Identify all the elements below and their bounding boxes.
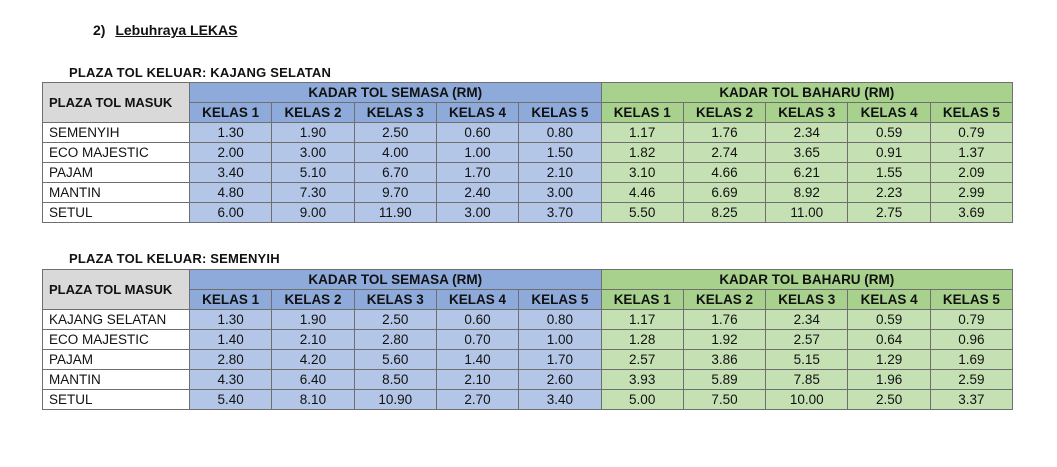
semasa-rate-cell: 6.40: [272, 370, 354, 390]
baharu-rate-cell: 2.34: [766, 123, 848, 143]
baharu-rate-cell: 6.21: [766, 163, 848, 183]
baharu-kelas-2-header: KELAS 2: [683, 103, 765, 123]
semasa-rate-cell: 4.80: [190, 183, 272, 203]
semasa-rate-cell: 2.50: [354, 123, 436, 143]
semasa-rate-cell: 8.50: [354, 370, 436, 390]
baharu-rate-cell: 6.69: [683, 183, 765, 203]
baharu-rate-cell: 1.76: [683, 310, 765, 330]
semasa-rate-cell: 3.70: [519, 203, 601, 223]
baharu-rate-cell: 2.50: [848, 390, 930, 410]
table-row: [43, 370, 1013, 390]
baharu-rate-cell: 2.99: [930, 183, 1012, 203]
baharu-rate-cell: 1.92: [683, 330, 765, 350]
semasa-kelas-3-header: KELAS 3: [354, 290, 436, 310]
section-heading: [93, 22, 237, 38]
table-title-semenyih: PLAZA TOL KELUAR: SEMENYIH: [69, 251, 280, 266]
baharu-rate-cell: 1.37: [930, 143, 1012, 163]
semasa-kelas-1-header: KELAS 1: [190, 290, 272, 310]
baharu-rate-cell: 1.76: [683, 123, 765, 143]
semasa-rate-cell: 4.00: [354, 143, 436, 163]
baharu-kelas-5-header: KELAS 5: [930, 290, 1012, 310]
baharu-rate-cell: 0.59: [848, 310, 930, 330]
baharu-rate-cell: 1.28: [601, 330, 683, 350]
semasa-rate-cell: 3.40: [190, 163, 272, 183]
semasa-rate-cell: 11.90: [354, 203, 436, 223]
baharu-rate-cell: 1.82: [601, 143, 683, 163]
semasa-rate-cell: 1.90: [272, 123, 354, 143]
baharu-rate-cell: 1.96: [848, 370, 930, 390]
baharu-rate-cell: 0.79: [930, 123, 1012, 143]
semasa-rate-cell: 4.30: [190, 370, 272, 390]
baharu-rate-cell: 0.91: [848, 143, 930, 163]
baharu-rate-cell: 0.79: [930, 310, 1012, 330]
baharu-kelas-5-header: KELAS 5: [930, 103, 1012, 123]
semasa-rate-cell: 0.60: [436, 310, 518, 330]
semasa-kelas-5-header: KELAS 5: [519, 290, 601, 310]
semasa-rate-cell: 5.40: [190, 390, 272, 410]
baharu-rate-cell: 1.69: [930, 350, 1012, 370]
baharu-rate-cell: 0.64: [848, 330, 930, 350]
semasa-rate-cell: 2.10: [272, 330, 354, 350]
semasa-rate-cell: 2.40: [436, 183, 518, 203]
plaza-name-cell: SEMENYIH: [43, 123, 190, 143]
semasa-rate-cell: 1.00: [436, 143, 518, 163]
semasa-rate-cell: 10.90: [354, 390, 436, 410]
baharu-rate-cell: 5.89: [683, 370, 765, 390]
semasa-rate-cell: 0.80: [519, 310, 601, 330]
plaza-name-cell: PAJAM: [43, 350, 190, 370]
semasa-rate-cell: 2.00: [190, 143, 272, 163]
semasa-rate-cell: 1.50: [519, 143, 601, 163]
kadar-baharu-header: KADAR TOL BAHARU (RM): [601, 83, 1013, 103]
semasa-rate-cell: 8.10: [272, 390, 354, 410]
baharu-rate-cell: 3.65: [766, 143, 848, 163]
baharu-kelas-1-header: KELAS 1: [601, 290, 683, 310]
semasa-kelas-1-header: KELAS 1: [190, 103, 272, 123]
kadar-baharu-header: KADAR TOL BAHARU (RM): [601, 270, 1013, 290]
toll-table-semenyih: [42, 269, 1013, 410]
semasa-rate-cell: 4.20: [272, 350, 354, 370]
kadar-semasa-header: KADAR TOL SEMASA (RM): [190, 83, 602, 103]
table-title-kajang-selatan: PLAZA TOL KELUAR: KAJANG SELATAN: [69, 65, 332, 80]
table-row: [43, 143, 1013, 163]
baharu-rate-cell: 2.57: [601, 350, 683, 370]
baharu-rate-cell: 3.10: [601, 163, 683, 183]
baharu-rate-cell: 3.37: [930, 390, 1012, 410]
baharu-rate-cell: 5.50: [601, 203, 683, 223]
plaza-name-cell: ECO MAJESTIC: [43, 143, 190, 163]
semasa-rate-cell: 2.70: [436, 390, 518, 410]
baharu-rate-cell: 8.92: [766, 183, 848, 203]
baharu-rate-cell: 2.09: [930, 163, 1012, 183]
semasa-rate-cell: 3.40: [519, 390, 601, 410]
baharu-kelas-4-header: KELAS 4: [848, 290, 930, 310]
baharu-rate-cell: 1.17: [601, 123, 683, 143]
semasa-rate-cell: 0.60: [436, 123, 518, 143]
baharu-kelas-3-header: KELAS 3: [766, 103, 848, 123]
table-row: [43, 330, 1013, 350]
baharu-rate-cell: 10.00: [766, 390, 848, 410]
semasa-rate-cell: 1.40: [190, 330, 272, 350]
baharu-rate-cell: 8.25: [683, 203, 765, 223]
baharu-rate-cell: 4.46: [601, 183, 683, 203]
baharu-rate-cell: 5.15: [766, 350, 848, 370]
semasa-rate-cell: 2.10: [436, 370, 518, 390]
table-row: [43, 183, 1013, 203]
semasa-rate-cell: 2.60: [519, 370, 601, 390]
plaza-name-cell: KAJANG SELATAN: [43, 310, 190, 330]
semasa-rate-cell: 6.70: [354, 163, 436, 183]
baharu-kelas-1-header: KELAS 1: [601, 103, 683, 123]
semasa-rate-cell: 1.90: [272, 310, 354, 330]
kadar-semasa-header: KADAR TOL SEMASA (RM): [190, 270, 602, 290]
baharu-rate-cell: 2.75: [848, 203, 930, 223]
toll-table-kajang-selatan: [42, 82, 1013, 223]
semasa-kelas-2-header: KELAS 2: [272, 103, 354, 123]
plaza-name-cell: MANTIN: [43, 183, 190, 203]
semasa-rate-cell: 1.00: [519, 330, 601, 350]
plaza-name-cell: SETUL: [43, 203, 190, 223]
semasa-rate-cell: 3.00: [272, 143, 354, 163]
header-row-groups: [43, 83, 1013, 103]
baharu-kelas-2-header: KELAS 2: [683, 290, 765, 310]
plaza-masuk-header: PLAZA TOL MASUK: [43, 270, 190, 310]
semasa-rate-cell: 1.30: [190, 123, 272, 143]
semasa-rate-cell: 3.00: [519, 183, 601, 203]
baharu-rate-cell: 2.34: [766, 310, 848, 330]
plaza-name-cell: PAJAM: [43, 163, 190, 183]
baharu-rate-cell: 1.55: [848, 163, 930, 183]
table-row: [43, 390, 1013, 410]
baharu-rate-cell: 4.66: [683, 163, 765, 183]
baharu-rate-cell: 2.74: [683, 143, 765, 163]
semasa-rate-cell: 2.10: [519, 163, 601, 183]
semasa-rate-cell: 2.50: [354, 310, 436, 330]
semasa-rate-cell: 0.70: [436, 330, 518, 350]
semasa-kelas-2-header: KELAS 2: [272, 290, 354, 310]
baharu-rate-cell: 1.29: [848, 350, 930, 370]
semasa-rate-cell: 5.60: [354, 350, 436, 370]
table-row: [43, 203, 1013, 223]
table-row: [43, 123, 1013, 143]
baharu-rate-cell: 0.96: [930, 330, 1012, 350]
baharu-rate-cell: 7.50: [683, 390, 765, 410]
semasa-rate-cell: 9.00: [272, 203, 354, 223]
semasa-kelas-4-header: KELAS 4: [436, 103, 518, 123]
semasa-rate-cell: 6.00: [190, 203, 272, 223]
baharu-rate-cell: 11.00: [766, 203, 848, 223]
semasa-rate-cell: 7.30: [272, 183, 354, 203]
plaza-name-cell: ECO MAJESTIC: [43, 330, 190, 350]
baharu-kelas-4-header: KELAS 4: [848, 103, 930, 123]
table-row: [43, 310, 1013, 330]
semasa-kelas-3-header: KELAS 3: [354, 103, 436, 123]
baharu-rate-cell: 2.59: [930, 370, 1012, 390]
semasa-rate-cell: 2.80: [354, 330, 436, 350]
semasa-rate-cell: 3.00: [436, 203, 518, 223]
baharu-rate-cell: 1.17: [601, 310, 683, 330]
plaza-name-cell: SETUL: [43, 390, 190, 410]
plaza-name-cell: MANTIN: [43, 370, 190, 390]
baharu-rate-cell: 0.59: [848, 123, 930, 143]
baharu-rate-cell: 5.00: [601, 390, 683, 410]
header-row-groups: [43, 270, 1013, 290]
baharu-rate-cell: 2.57: [766, 330, 848, 350]
plaza-masuk-header: PLAZA TOL MASUK: [43, 83, 190, 123]
semasa-rate-cell: 1.30: [190, 310, 272, 330]
table-row: [43, 163, 1013, 183]
semasa-rate-cell: 2.80: [190, 350, 272, 370]
table-row: [43, 350, 1013, 370]
baharu-rate-cell: 3.93: [601, 370, 683, 390]
semasa-rate-cell: 1.70: [519, 350, 601, 370]
section-number: 2): [93, 22, 106, 38]
semasa-rate-cell: 0.80: [519, 123, 601, 143]
baharu-kelas-3-header: KELAS 3: [766, 290, 848, 310]
baharu-rate-cell: 2.23: [848, 183, 930, 203]
semasa-kelas-4-header: KELAS 4: [436, 290, 518, 310]
section-title: Lebuhraya LEKAS: [115, 22, 238, 38]
semasa-rate-cell: 1.70: [436, 163, 518, 183]
semasa-rate-cell: 9.70: [354, 183, 436, 203]
baharu-rate-cell: 3.86: [683, 350, 765, 370]
baharu-rate-cell: 7.85: [766, 370, 848, 390]
baharu-rate-cell: 3.69: [930, 203, 1012, 223]
semasa-rate-cell: 1.40: [436, 350, 518, 370]
semasa-kelas-5-header: KELAS 5: [519, 103, 601, 123]
semasa-rate-cell: 5.10: [272, 163, 354, 183]
